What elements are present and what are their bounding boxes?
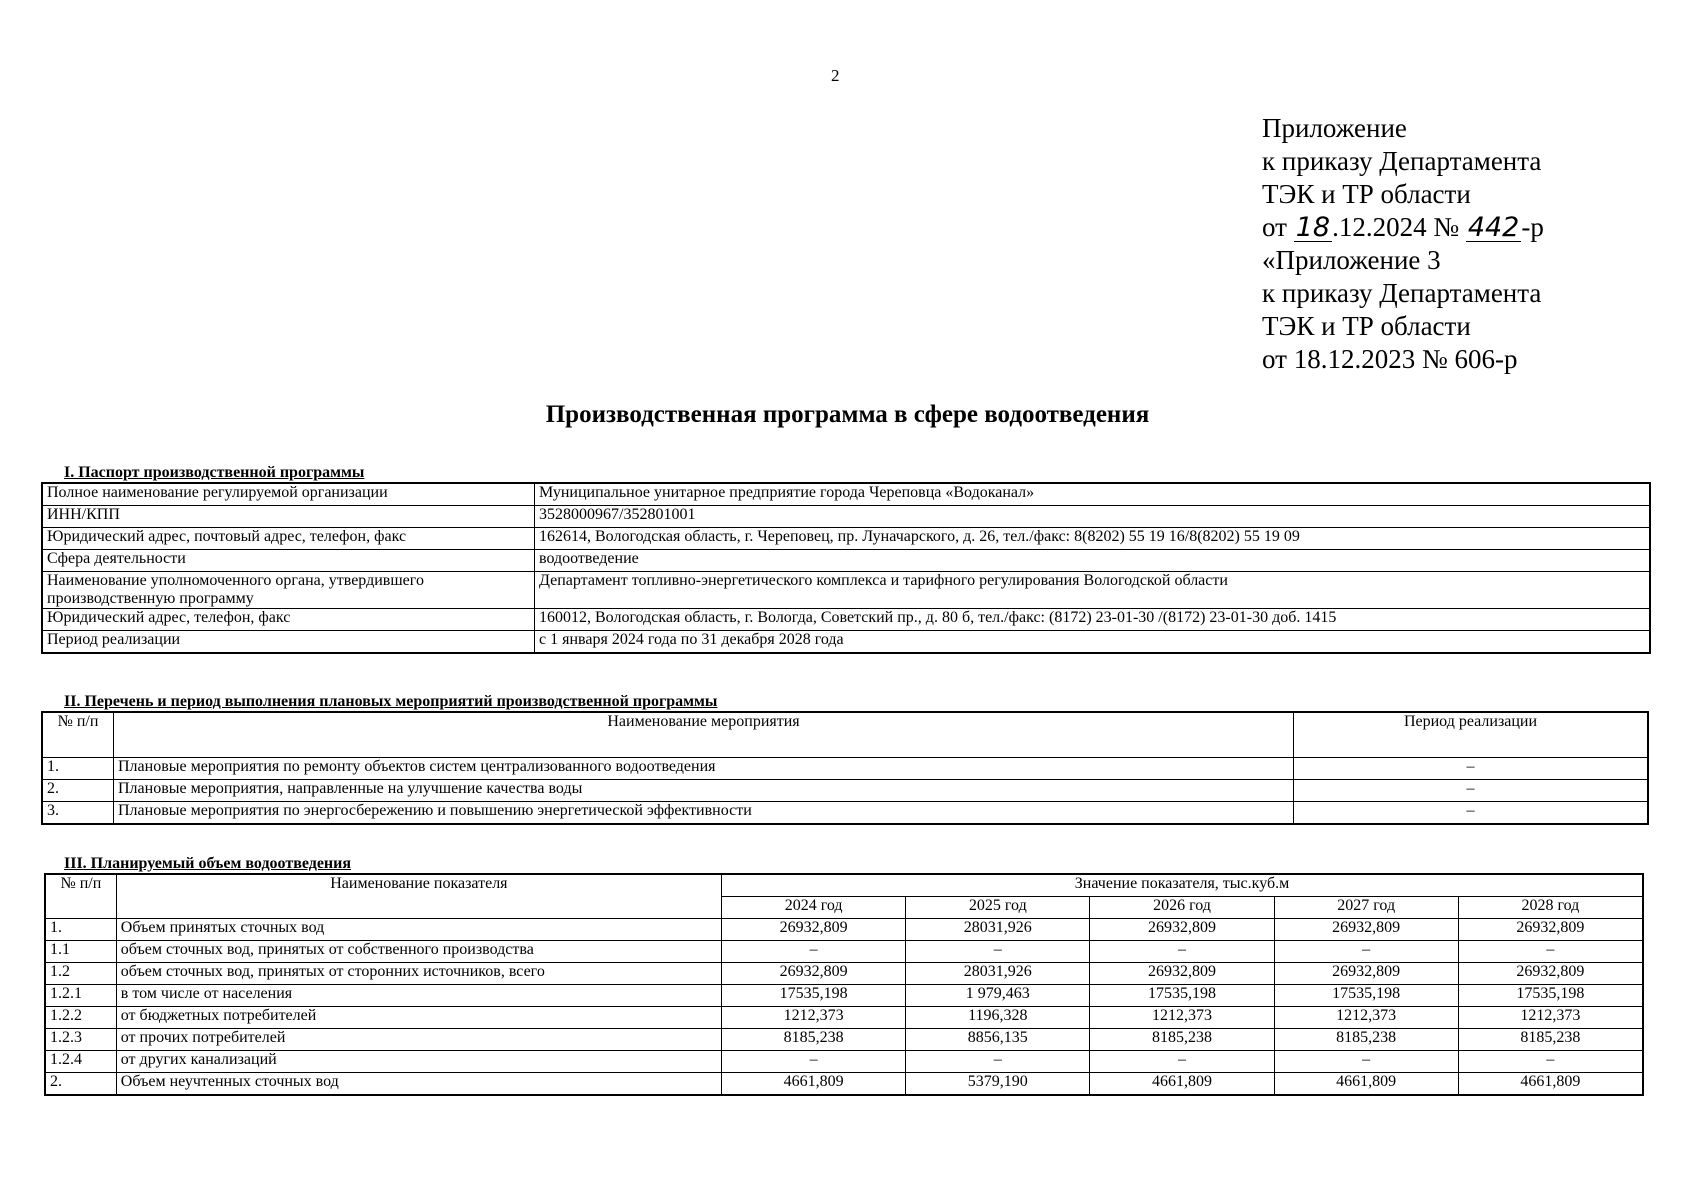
volume-value: 8185,238 <box>1274 1029 1458 1051</box>
col-header-period: Период реализации <box>1294 712 1649 758</box>
volume-num: 1. <box>45 919 116 941</box>
volume-num: 1.2.1 <box>45 985 116 1007</box>
volume-value: 26932,809 <box>1090 919 1274 941</box>
measure-period: – <box>1294 802 1649 825</box>
volume-value: 4661,809 <box>1458 1073 1643 1096</box>
measure-num: 2. <box>42 780 114 802</box>
volume-value: 4661,809 <box>1274 1073 1458 1096</box>
volume-value: 4661,809 <box>1090 1073 1274 1096</box>
passport-label: Наименование уполномоченного органа, утвердившего производственную программу <box>42 572 535 609</box>
year-header: 2024 год <box>722 897 906 919</box>
volume-value: 8185,238 <box>722 1029 906 1051</box>
measure-name: Плановые мероприятия, направленные на улучшение качества воды <box>114 780 1294 802</box>
appendix-line: Приложение <box>1262 113 1407 143</box>
passport-value: с 1 января 2024 года по 31 декабря 2028 года <box>535 631 1651 654</box>
measure-period: – <box>1294 758 1649 780</box>
volume-value: 26932,809 <box>1458 963 1643 985</box>
volume-value: 8185,238 <box>1090 1029 1274 1051</box>
volume-row <box>45 1073 1643 1096</box>
passport-label: Юридический адрес, телефон, факс <box>42 609 535 631</box>
volume-value: 17535,198 <box>1458 985 1643 1007</box>
volume-value: – <box>1274 1051 1458 1073</box>
passport-label: Период реализации <box>42 631 535 654</box>
passport-row <box>42 528 1650 550</box>
volume-value: – <box>906 941 1090 963</box>
volume-value: – <box>1458 1051 1643 1073</box>
volume-indicator: объем сточных вод, принятых от собственного производства <box>116 941 721 963</box>
passport-value: Муниципальное унитарное предприятие города Череповца «Водоканал» <box>535 483 1651 506</box>
volume-num: 1.2.3 <box>45 1029 116 1051</box>
appendix-date-middle: .12.2024 № <box>1332 212 1460 242</box>
passport-label: ИНН/КПП <box>42 506 535 528</box>
year-header: 2028 год <box>1458 897 1643 919</box>
col-header-name: Наименование мероприятия <box>114 712 1294 758</box>
volume-indicator: от других канализаций <box>116 1051 721 1073</box>
volume-value: 26932,809 <box>722 919 906 941</box>
appendix-line: к приказу Департамента <box>1262 146 1542 176</box>
col-header-num: № п/п <box>42 712 114 758</box>
section1-heading: I. Паспорт производственной программы <box>64 464 365 481</box>
passport-value: 3528000967/352801001 <box>535 506 1651 528</box>
volume-value: 28031,926 <box>906 963 1090 985</box>
volume-row <box>45 1051 1643 1073</box>
volume-num: 1.2 <box>45 963 116 985</box>
col-header-indicator: Наименование показателя <box>116 874 721 919</box>
volume-value: 17535,198 <box>1274 985 1458 1007</box>
measure-name: Плановые мероприятия по энергосбережению и повышению энергетической эффективности <box>114 802 1294 825</box>
appendix-line: к приказу Департамента <box>1262 278 1542 308</box>
volume-value: 26932,809 <box>1090 963 1274 985</box>
col-header-num: № п/п <box>45 874 116 919</box>
measure-period: – <box>1294 780 1649 802</box>
section2-heading: II. Перечень и период выполнения плановых мероприятий производственной программы <box>64 693 718 710</box>
measure-num: 3. <box>42 802 114 825</box>
volume-indicator: Объем неучтенных сточных вод <box>116 1073 721 1096</box>
volume-row <box>45 963 1643 985</box>
volume-num: 2. <box>45 1073 116 1096</box>
volume-row <box>45 919 1643 941</box>
year-header: 2026 год <box>1090 897 1274 919</box>
volume-value: – <box>906 1051 1090 1073</box>
volume-indicator: от бюджетных потребителей <box>116 1007 721 1029</box>
page-number: 2 <box>831 66 840 85</box>
year-header: 2027 год <box>1274 897 1458 919</box>
volume-value: 1196,328 <box>906 1007 1090 1029</box>
passport-label: Сфера деятельности <box>42 550 535 572</box>
handwritten-number: 442 <box>1467 212 1520 243</box>
appendix-date-line <box>1262 211 1544 244</box>
volume-num: 1.2.4 <box>45 1051 116 1073</box>
volume-value: 1212,373 <box>722 1007 906 1029</box>
appendix-from-label: от <box>1262 212 1287 242</box>
passport-row <box>42 572 1650 609</box>
volume-value: – <box>1090 1051 1274 1073</box>
volume-value: 5379,190 <box>906 1073 1090 1096</box>
volume-row <box>45 941 1643 963</box>
passport-label: Юридический адрес, почтовый адрес, телефон, факс <box>42 528 535 550</box>
volume-value: 26932,809 <box>722 963 906 985</box>
section3-heading: III. Планируемый объем водоотведения <box>64 855 352 872</box>
volume-value: 26932,809 <box>1274 963 1458 985</box>
measure-row <box>42 802 1648 825</box>
measures-table <box>41 711 1649 825</box>
volume-indicator: Объем принятых сточных вод <box>116 919 721 941</box>
volume-value: 17535,198 <box>722 985 906 1007</box>
measure-row <box>42 780 1648 802</box>
volume-row <box>45 1029 1643 1051</box>
passport-row <box>42 631 1650 654</box>
volume-value: 1 979,463 <box>906 985 1090 1007</box>
appendix-date-suffix: -р <box>1521 212 1544 242</box>
volume-value: 26932,809 <box>1458 919 1643 941</box>
year-header: 2025 год <box>906 897 1090 919</box>
volume-value: 8856,135 <box>906 1029 1090 1051</box>
volume-value: 1212,373 <box>1090 1007 1274 1029</box>
volume-indicator: от прочих потребителей <box>116 1029 721 1051</box>
passport-value: водоотведение <box>535 550 1651 572</box>
appendix-line: ТЭК и ТР области <box>1262 179 1471 209</box>
volume-indicator: объем сточных вод, принятых от сторонних источников, всего <box>116 963 721 985</box>
volume-num: 1.1 <box>45 941 116 963</box>
passport-label: Полное наименование регулируемой организации <box>42 483 535 506</box>
passport-row <box>42 609 1650 631</box>
volume-value: 1212,373 <box>1274 1007 1458 1029</box>
volume-indicator: в том числе от населения <box>116 985 721 1007</box>
volume-value: 8185,238 <box>1458 1029 1643 1051</box>
volume-num: 1.2.2 <box>45 1007 116 1029</box>
passport-value: 160012, Вологодская область, г. Вологда, Советский пр., д. 80 б, тел./факс: (8172) 23-01-30 /(8172) 23-01-30 доб. 1415 <box>535 609 1651 631</box>
volume-value: 28031,926 <box>906 919 1090 941</box>
passport-row <box>42 506 1650 528</box>
volume-value: – <box>1090 941 1274 963</box>
appendix-line: «Приложение 3 <box>1262 245 1441 275</box>
volume-value: – <box>1458 941 1643 963</box>
volume-value: – <box>722 1051 906 1073</box>
volume-row <box>45 985 1643 1007</box>
passport-value: 162614, Вологодская область, г. Череповец, пр. Луначарского, д. 26, тел./факс: 8(8202) 55 19 16/8(8202) 55 19 09 <box>535 528 1651 550</box>
volume-value: 17535,198 <box>1090 985 1274 1007</box>
measure-name: Плановые мероприятия по ремонту объектов систем централизованного водоотведения <box>114 758 1294 780</box>
volume-value: 26932,809 <box>1274 919 1458 941</box>
document-title: Производственная программа в сфере водоотведения <box>545 401 1150 428</box>
volume-value: 1212,373 <box>1458 1007 1643 1029</box>
col-header-values: Значение показателя, тыс.куб.м <box>722 874 1643 897</box>
volume-value: – <box>722 941 906 963</box>
passport-row <box>42 550 1650 572</box>
measure-row <box>42 758 1648 780</box>
volume-value: – <box>1274 941 1458 963</box>
volume-table <box>44 873 1644 1096</box>
passport-row <box>42 483 1650 506</box>
appendix-line: от 18.12.2023 № 606-р <box>1262 344 1518 374</box>
passport-table <box>41 482 1651 654</box>
appendix-line: ТЭК и ТР области <box>1262 311 1471 341</box>
measure-num: 1. <box>42 758 114 780</box>
appendix-block <box>1262 112 1544 376</box>
volume-value: 4661,809 <box>722 1073 906 1096</box>
volume-row <box>45 1007 1643 1029</box>
passport-value: Департамент топливно-энергетического комплекса и тарифного регулирования Вологодской области <box>535 572 1651 609</box>
handwritten-day: 18 <box>1295 212 1331 243</box>
